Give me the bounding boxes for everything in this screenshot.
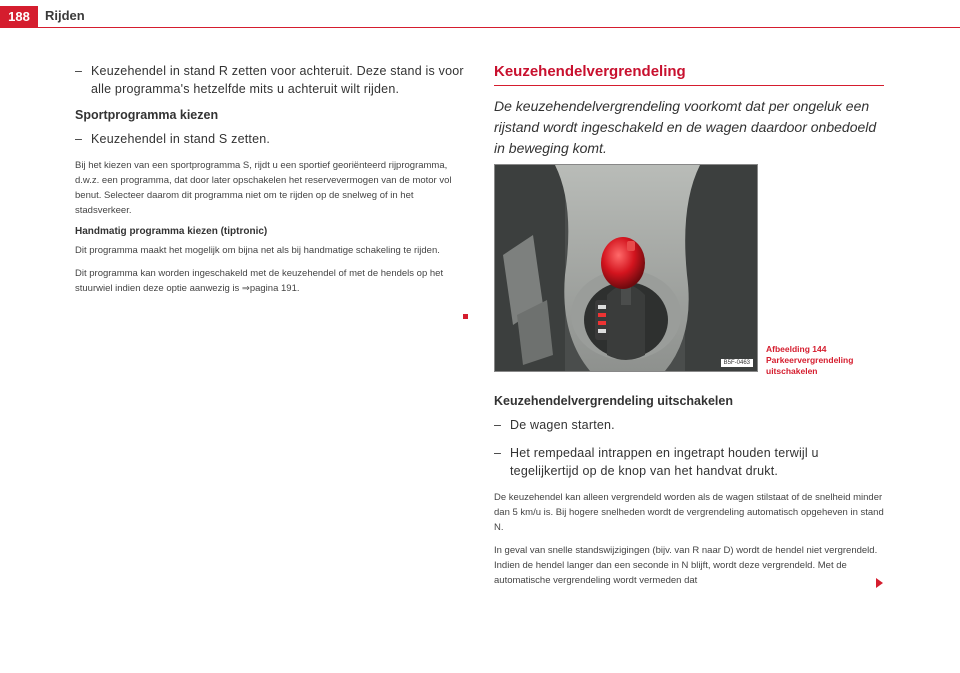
right-column-lower xyxy=(494,390,884,596)
section-end-marker xyxy=(463,314,468,319)
step-brake: – Het rempedaal intrappen en ingetrapt houden terwijl u tegelijkertijd op de knop van het handvat drukt. xyxy=(494,446,819,478)
page-number: 188 xyxy=(0,6,38,28)
step-reverse: – Keuzehendel in stand R zetten voor achteruit. Deze stand is voor alle programma's hetzelfde mits u achteruit wilt rijden. xyxy=(75,64,464,96)
step-start: – De wagen starten. xyxy=(494,418,615,432)
figure-code: B5F-0463 xyxy=(721,359,753,367)
step-sport: – Keuzehendel in stand S zetten. xyxy=(75,132,271,146)
figure-caption: Afbeelding 144 Parkeervergrendeling uitschakelen xyxy=(766,344,854,376)
tiptronic-paragraph-2: Dit programma kan worden ingeschakeld met de keuzehendel of met de hendels op het stuurwiel indien deze optie aanwezig is ⇒pagina 191. xyxy=(75,268,444,294)
lock-paragraph-2: In geval van snelle standswijzigingen (bijv. van R naar D) wordt de hendel niet vergrendeld. Indien de hendel langer dan een seconde in N blijft, wordt deze vergrendeld. Met de automatische vergrendeling wordt vermeden dat xyxy=(494,545,878,586)
step-sport-text: Keuzehendel in stand S zetten. xyxy=(91,132,271,146)
section-divider xyxy=(494,85,884,86)
step-brake-text: Het rempedaal intrappen en ingetrapt houden terwijl u tegelijkertijd op de knop van het handvat drukt. xyxy=(510,446,819,478)
tiptronic-paragraph-1: Dit programma maakt het mogelijk om bijna net als bij handmatige schakeling te rijden. xyxy=(75,245,440,256)
step-start-text: De wagen starten. xyxy=(510,418,615,432)
section-title: Keuzehendelvergrendeling xyxy=(494,63,686,80)
tiptronic-heading: Handmatig programma kiezen (tiptronic) xyxy=(75,226,268,237)
section-lead: De keuzehendelvergrendeling voorkomt dat per ongeluk een rijstand wordt ingeschakeld en de wagen daardoor onbedoeld in beweging komt. xyxy=(494,98,877,156)
unlock-heading: Keuzehendelvergrendeling uitschakelen xyxy=(494,394,733,408)
page-header xyxy=(0,0,960,30)
chapter-title: Rijden xyxy=(45,8,85,23)
step-reverse-text: Keuzehendel in stand R zetten voor achteruit. Deze stand is voor alle programma's hetzelfde mits u achteruit wilt rijden. xyxy=(91,64,464,96)
lock-paragraph-1: De keuzehendel kan alleen vergrendeld worden als de wagen stilstaat of de snelheid minder dan 5 km/u is. Bij hogere snelheden wordt de vergrendeling automatisch opgeheven in stand N. xyxy=(494,492,884,533)
sport-paragraph: Bij het kiezen van een sportprogramma S, rijdt u een sportief georiënteerd rijprogramma, d.w.z. een programma, dat door later opschakelen het reservevermogen van de motor vol benut. Selecteer daarom dit programma niet om te rijden op de snelweg of in het stadsverkeer. xyxy=(75,160,452,216)
header-divider xyxy=(0,27,960,28)
gear-lever-illustration xyxy=(495,165,757,371)
sport-heading: Sportprogramma kiezen xyxy=(75,108,219,122)
right-column xyxy=(494,62,884,171)
left-column xyxy=(75,62,465,304)
figure-gear-lever xyxy=(494,164,758,372)
continue-arrow-icon xyxy=(876,578,883,588)
